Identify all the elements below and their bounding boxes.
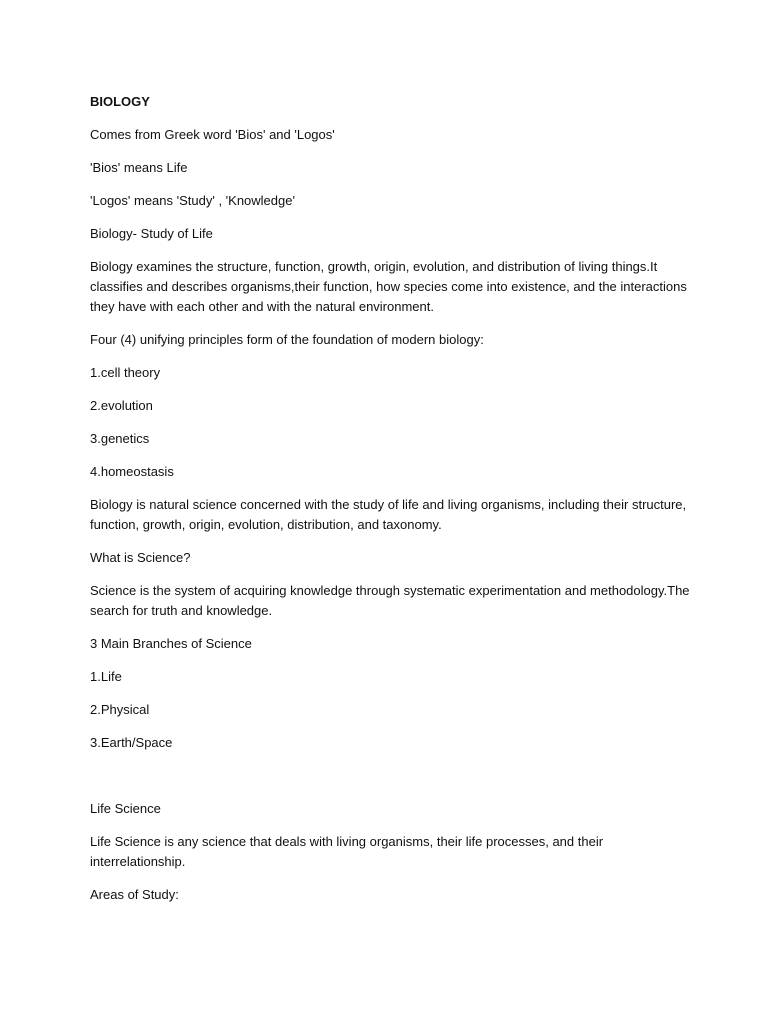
list-item: 3.Earth/Space bbox=[90, 735, 173, 750]
paragraph: Four (4) unifying principles form of the foundation of modern biology: bbox=[90, 332, 484, 347]
paragraph: Science is the system of acquiring knowledge through systematic experimentation and methodology.The search for truth and knowledge. bbox=[90, 583, 690, 618]
paragraph: Areas of Study: bbox=[90, 887, 179, 902]
paragraph: Comes from Greek word 'Bios' and 'Logos' bbox=[90, 127, 335, 142]
document-body bbox=[90, 92, 690, 918]
list-item: 1.Life bbox=[90, 669, 122, 684]
paragraph: 'Logos' means 'Study' , 'Knowledge' bbox=[90, 193, 295, 208]
paragraph: Biology is natural science concerned with the study of life and living organisms, including their structure, function, growth, origin, evolution, distribution, and taxonomy. bbox=[90, 497, 687, 532]
paragraph: What is Science? bbox=[90, 550, 191, 565]
paragraph: Life Science is any science that deals with living organisms, their life processes, and their interrelationship. bbox=[90, 834, 604, 869]
list-item: 1.cell theory bbox=[90, 365, 161, 380]
paragraph: Biology examines the structure, function, growth, origin, evolution, and distribution of living things.It classifies and describes organisms,their function, how species come into existence, and the interactions they have with each other and with the natural environment. bbox=[90, 259, 687, 314]
paragraph: 3 Main Branches of Science bbox=[90, 636, 252, 651]
paragraph: Biology- Study of Life bbox=[90, 226, 213, 241]
section-heading: Life Science bbox=[90, 801, 161, 816]
paragraph: 'Bios' means Life bbox=[90, 160, 188, 175]
document-title: BIOLOGY bbox=[90, 94, 150, 109]
list-item: 2.Physical bbox=[90, 702, 150, 717]
list-item: 3.genetics bbox=[90, 431, 150, 446]
list-item: 2.evolution bbox=[90, 398, 153, 413]
blank-line bbox=[90, 766, 690, 799]
list-item: 4.homeostasis bbox=[90, 464, 174, 479]
